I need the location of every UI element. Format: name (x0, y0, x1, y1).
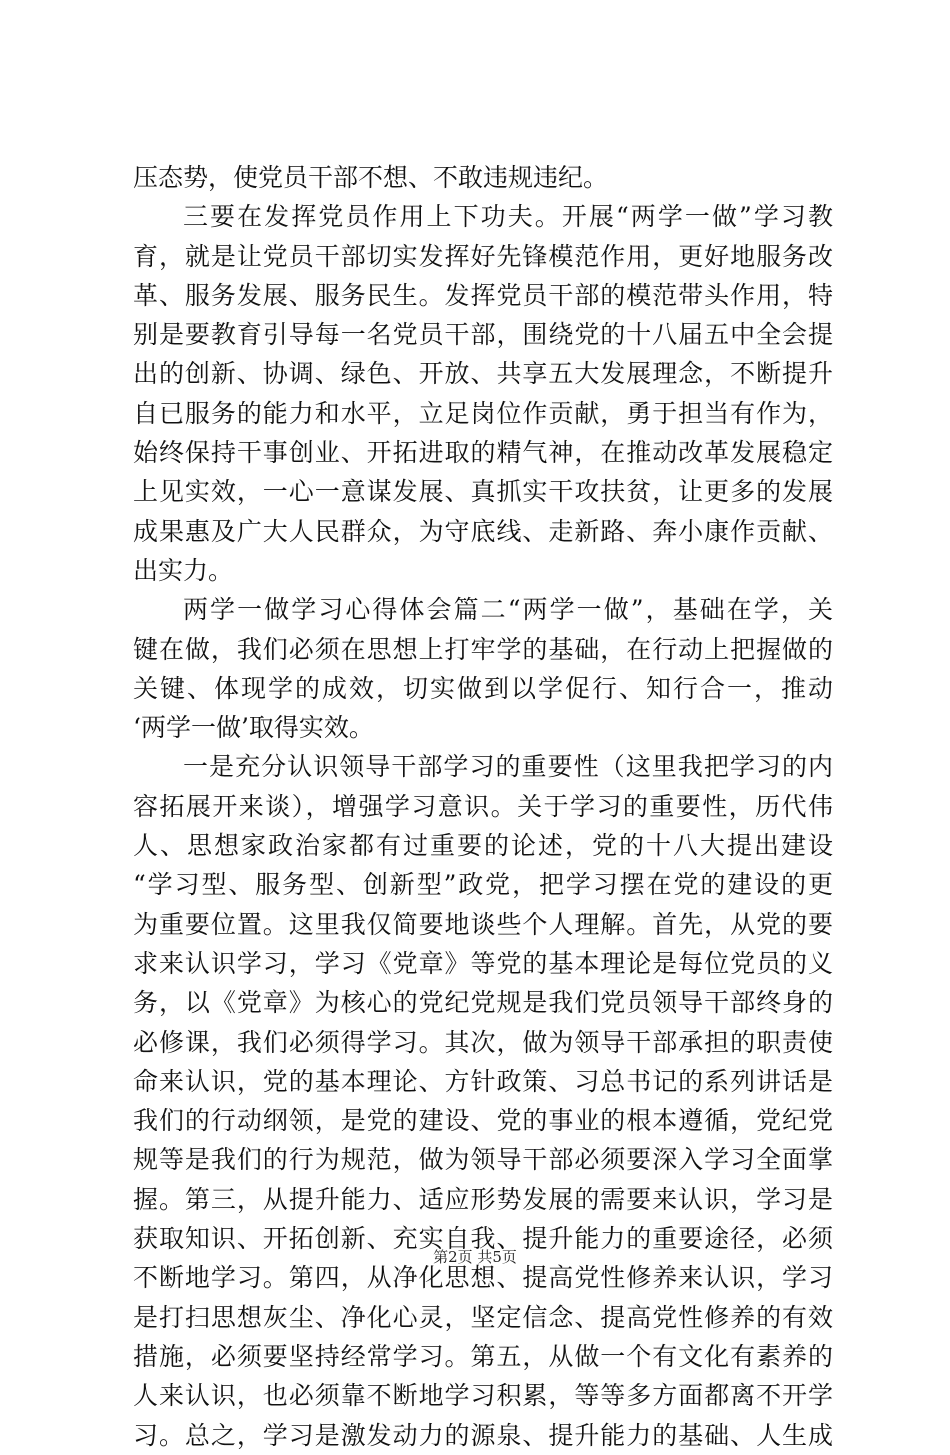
text-line: 一是充分认识领导干部学习的重要性（这里我把学习的内 (183, 752, 833, 782)
text-line: 命来认识，党的基本理论、方针政策、习总书记的系列讲话是 (133, 1066, 833, 1096)
text-line: 务，以《党章》为核心的党纪党规是我们党员领导干部终身的 (133, 988, 833, 1018)
text-line: 习。总之，学习是激发动力的源泉、提升能力的基础、人生成 (133, 1420, 833, 1450)
text-line: 必修课，我们必须得学习。其次，做为领导干部承担的职责使 (133, 1027, 833, 1057)
text-line: 两学一做学习心得体会篇二“两学一做”，基础在学，关 (183, 595, 833, 625)
text-line: 革、服务发展、服务民生。发挥党员干部的模范带头作用，特 (133, 280, 833, 310)
text-line: 人、思想家政治家都有过重要的论述，党的十八大提出建设 (133, 831, 833, 861)
text-line: 键在做，我们必须在思想上打牢学的基础，在行动上把握做的 (133, 634, 833, 664)
text-line: 我们的行动纲领，是党的建设、党的事业的根本遵循，党纪党 (133, 1106, 833, 1136)
text-line: 措施，必须要坚持经常学习。第五，从做一个有文化有素养的 (133, 1341, 833, 1371)
text-line: 出实力。 (133, 555, 234, 585)
text-line: 不断地学习。第四，从净化思想、提高党性修养来认识，学习 (133, 1263, 833, 1293)
text-line: 是打扫思想灰尘、净化心灵，坚定信念、提高党性修养的有效 (133, 1302, 833, 1332)
text-line: 自已服务的能力和水平，立足岗位作贡献，勇于担当有作为， (133, 398, 833, 428)
text-line: 人来认识，也必须靠不断地学习积累，等等多方面都离不开学 (133, 1381, 833, 1411)
text-line: 规等是我们的行为规范，做为领导干部必须要深入学习全面掌 (133, 1145, 833, 1175)
text-line: 压态势，使党员干部不想、不敢违规违纪。 (133, 163, 609, 192)
text-line: 求来认识学习，学习《党章》等党的基本理论是每位党员的义 (133, 948, 833, 978)
text-line: 三要在发挥党员作用上下功夫。开展“两学一做”学习教 (183, 202, 833, 232)
text-line: 上见实效，一心一意谋发展、真抓实干攻扶贫，让更多的发展 (133, 477, 833, 507)
text-line: 育，就是让党员干部切实发挥好先锋模范作用，更好地服务改 (133, 241, 833, 271)
text-line: ‘两学一做’取得实效。 (133, 713, 374, 743)
text-line: 为重要位置。这里我仅简要地谈些个人理解。首先，从党的要 (133, 909, 833, 939)
text-line: 关键、体现学的成效，切实做到以学促行、知行合一，推动 (133, 673, 833, 703)
text-line: 获取知识、开拓创新、充实自我、提升能力的重要途径，必须 (133, 1224, 833, 1254)
text-line: 出的创新、协调、绿色、开放、共享五大发展理念，不断提升 (133, 359, 833, 389)
text-line: “学习型、服务型、创新型”政党，把学习摆在党的建设的更 (133, 870, 833, 900)
page-footer: 第2页 共5页 (433, 1248, 517, 1266)
text-line: 成果惠及广大人民群众，为守底线、走新路、奔小康作贡献、 (133, 516, 833, 546)
text-line: 始终保持干事创业、开拓进取的精气神，在推动改革发展稳定 (133, 438, 833, 468)
text-line: 别是要教育引导每一名党员干部，围绕党的十八届五中全会提 (133, 320, 833, 350)
text-line: 握。第三，从提升能力、适应形势发展的需要来认识，学习是 (133, 1184, 833, 1214)
text-line: 容拓展开来谈），增强学习意识。关于学习的重要性，历代伟 (133, 791, 833, 821)
